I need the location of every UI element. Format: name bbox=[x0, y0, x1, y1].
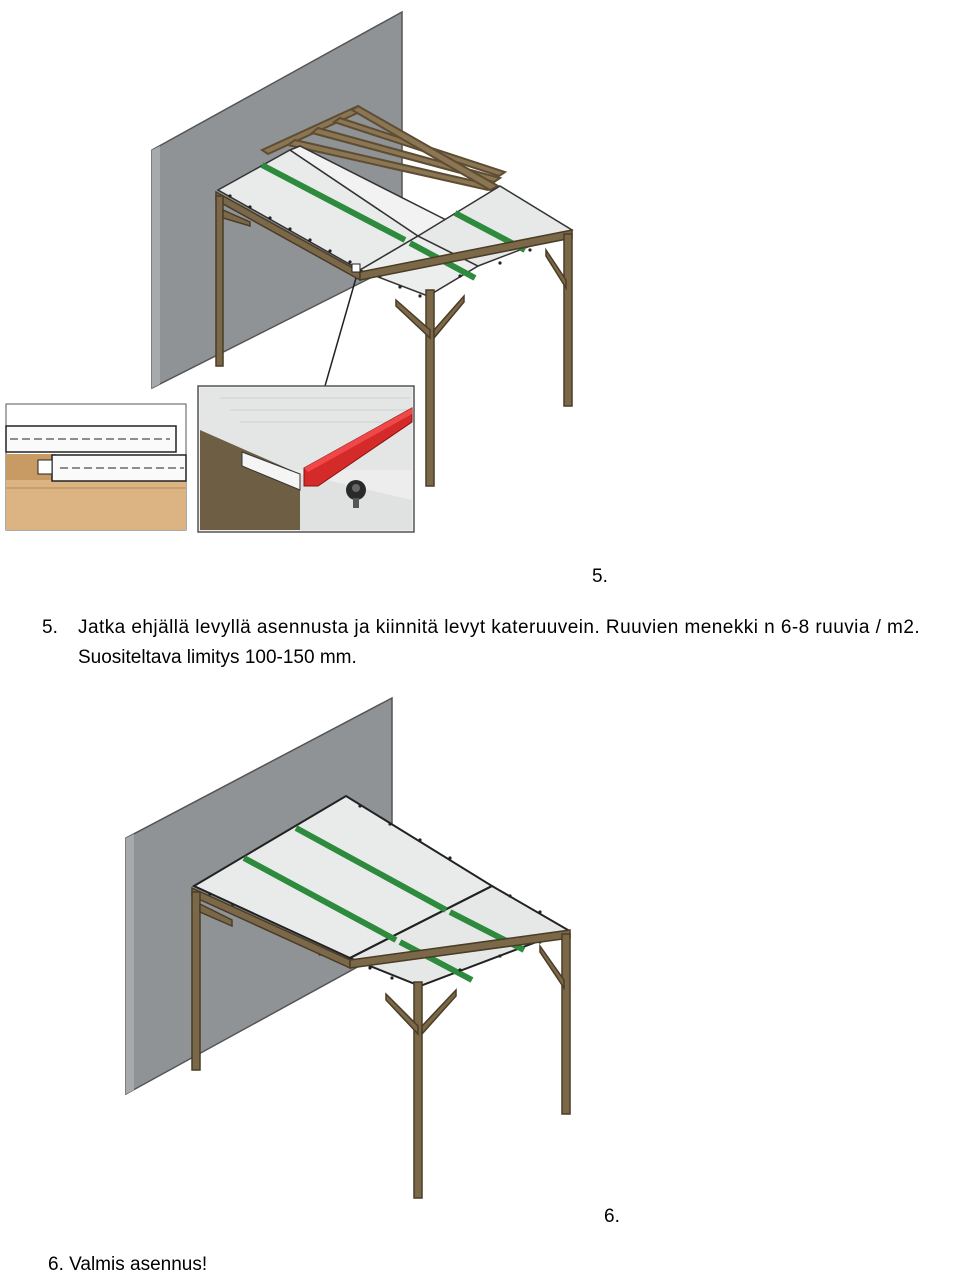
step-5-text-line-2: Suositeltava limitys 100-150 mm. bbox=[78, 647, 357, 668]
figure-5-label: 5. bbox=[592, 566, 608, 587]
detail-closeup bbox=[198, 386, 414, 532]
step-5-text-line-1: Jatka ehjällä levyllä asennusta ja kiinnitä levyt kateruuvein. Ruuvien menekki n 6-8 ruuvia / m2. bbox=[78, 617, 921, 638]
figure-6-illustration bbox=[0, 690, 960, 1210]
detail-section-view bbox=[6, 404, 186, 530]
figure-6-label: 6. bbox=[604, 1206, 620, 1227]
step-5-number: 5. bbox=[42, 617, 58, 638]
step-6-text: 6. Valmis asennus! bbox=[48, 1254, 208, 1275]
callout-marker bbox=[352, 264, 360, 272]
figure-5-illustration bbox=[0, 0, 960, 600]
